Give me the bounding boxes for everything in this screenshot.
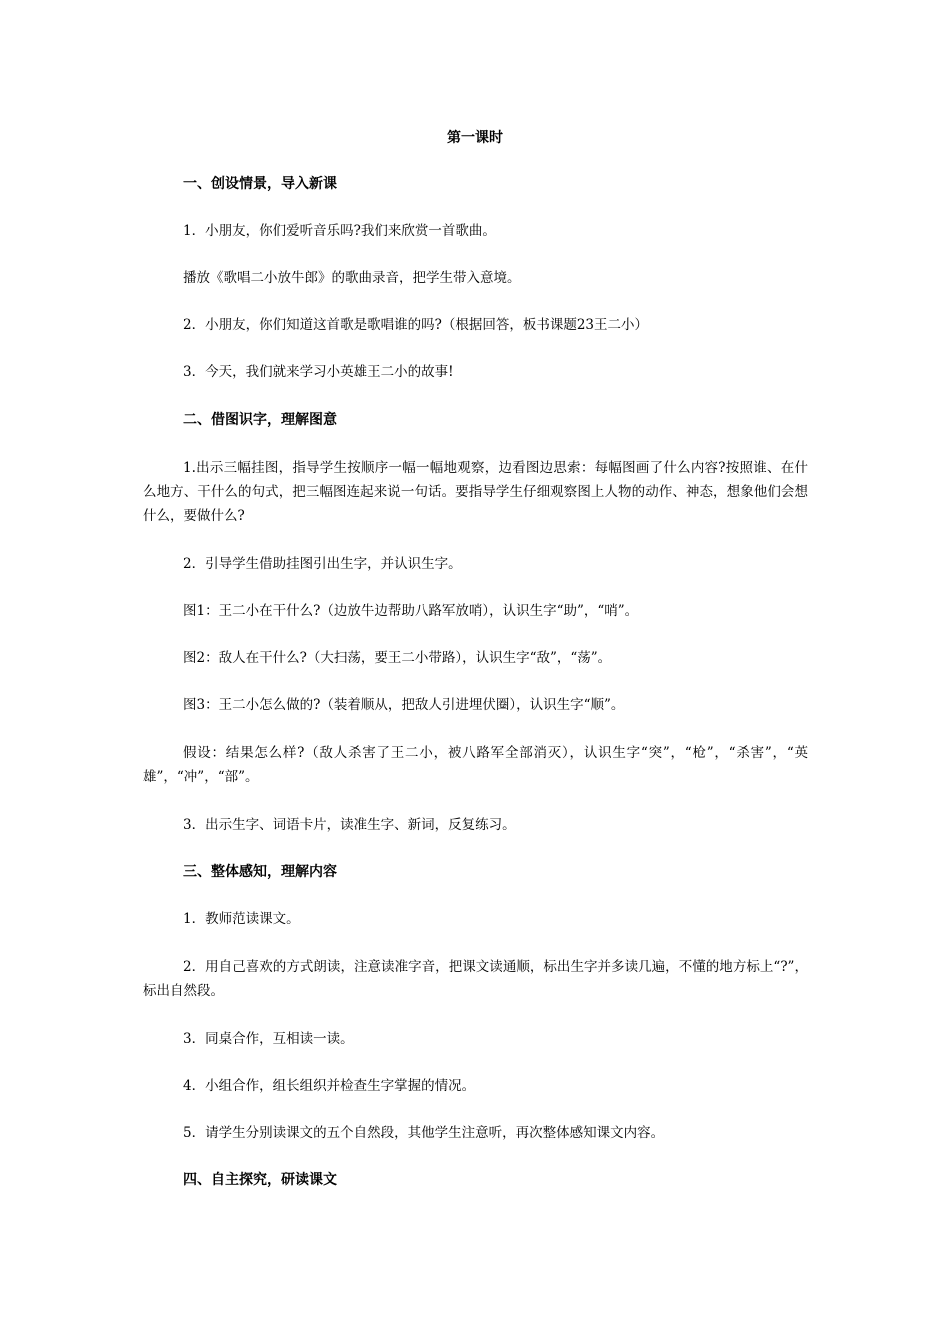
- section-heading-1: 一、创设情景，导入新课: [183, 176, 337, 192]
- paragraph: 图3：王二小怎么做的?（装着顺从，把敌人引进埋伏圈），认识生字“顺”。: [183, 697, 625, 713]
- section-heading-4: 四、自主探究，研读课文: [183, 1172, 337, 1188]
- paragraph: 图2：敌人在干什么?（大扫荡，要王二小带路），认识生字“敌”，“荡”。: [183, 650, 612, 666]
- paragraph: 2．用自己喜欢的方式朗读，注意读准字音，把课文读通顺，标出生字并多读几遍，不懂的地方标上“?”，标出自然段。: [143, 959, 808, 999]
- paragraph: 2．引导学生借助挂图引出生字，并认识生字。: [183, 556, 462, 572]
- paragraph: 3．同桌合作，互相读一读。: [183, 1031, 354, 1047]
- paragraph: 图1：王二小在干什么?（边放牛边帮助八路军放哨），认识生字“助”，“哨”。: [183, 603, 639, 619]
- paragraph: 3．今天，我们就来学习小英雄王二小的故事!: [183, 364, 454, 380]
- section-heading-3: 三、整体感知，理解内容: [183, 864, 337, 880]
- paragraph: 2．小朋友，你们知道这首歌是歌唱谁的吗?（根据回答，板书课题23王二小）: [183, 317, 649, 333]
- section-heading-2: 二、借图识字，理解图意: [183, 412, 337, 428]
- paragraph: 4．小组合作，组长组织并检查生字掌握的情况。: [183, 1078, 476, 1094]
- paragraph: 3．出示生字、词语卡片，读准生字、新词，反复练习。: [183, 817, 516, 833]
- paragraph: 5．请学生分别读课文的五个自然段，其他学生注意听，再次整体感知课文内容。: [183, 1125, 665, 1141]
- paragraph: 假设：结果怎么样?（敌人杀害了王二小，被八路军全部消灭），认识生字“突”，“枪”，“杀害”，“英雄”，“冲”，“部”。: [143, 745, 808, 785]
- paragraph: 播放《歌唱二小放牛郎》的歌曲录音，把学生带入意境。: [183, 270, 521, 286]
- paragraph: 1．小朋友，你们爱听音乐吗?我们来欣赏一首歌曲。: [183, 223, 496, 239]
- page-title: 第一课时: [447, 130, 503, 146]
- paragraph: 1.出示三幅挂图，指导学生按顺序一幅一幅地观察，边看图边思索：每幅图画了什么内容?按照谁、在什么地方、干什么的句式，把三幅图连起来说一句话。要指导学生仔细观察图上人物的动作、神态，想象他们会想什么，要做什么?: [143, 460, 808, 524]
- paragraph: 1．教师范读课文。: [183, 911, 300, 927]
